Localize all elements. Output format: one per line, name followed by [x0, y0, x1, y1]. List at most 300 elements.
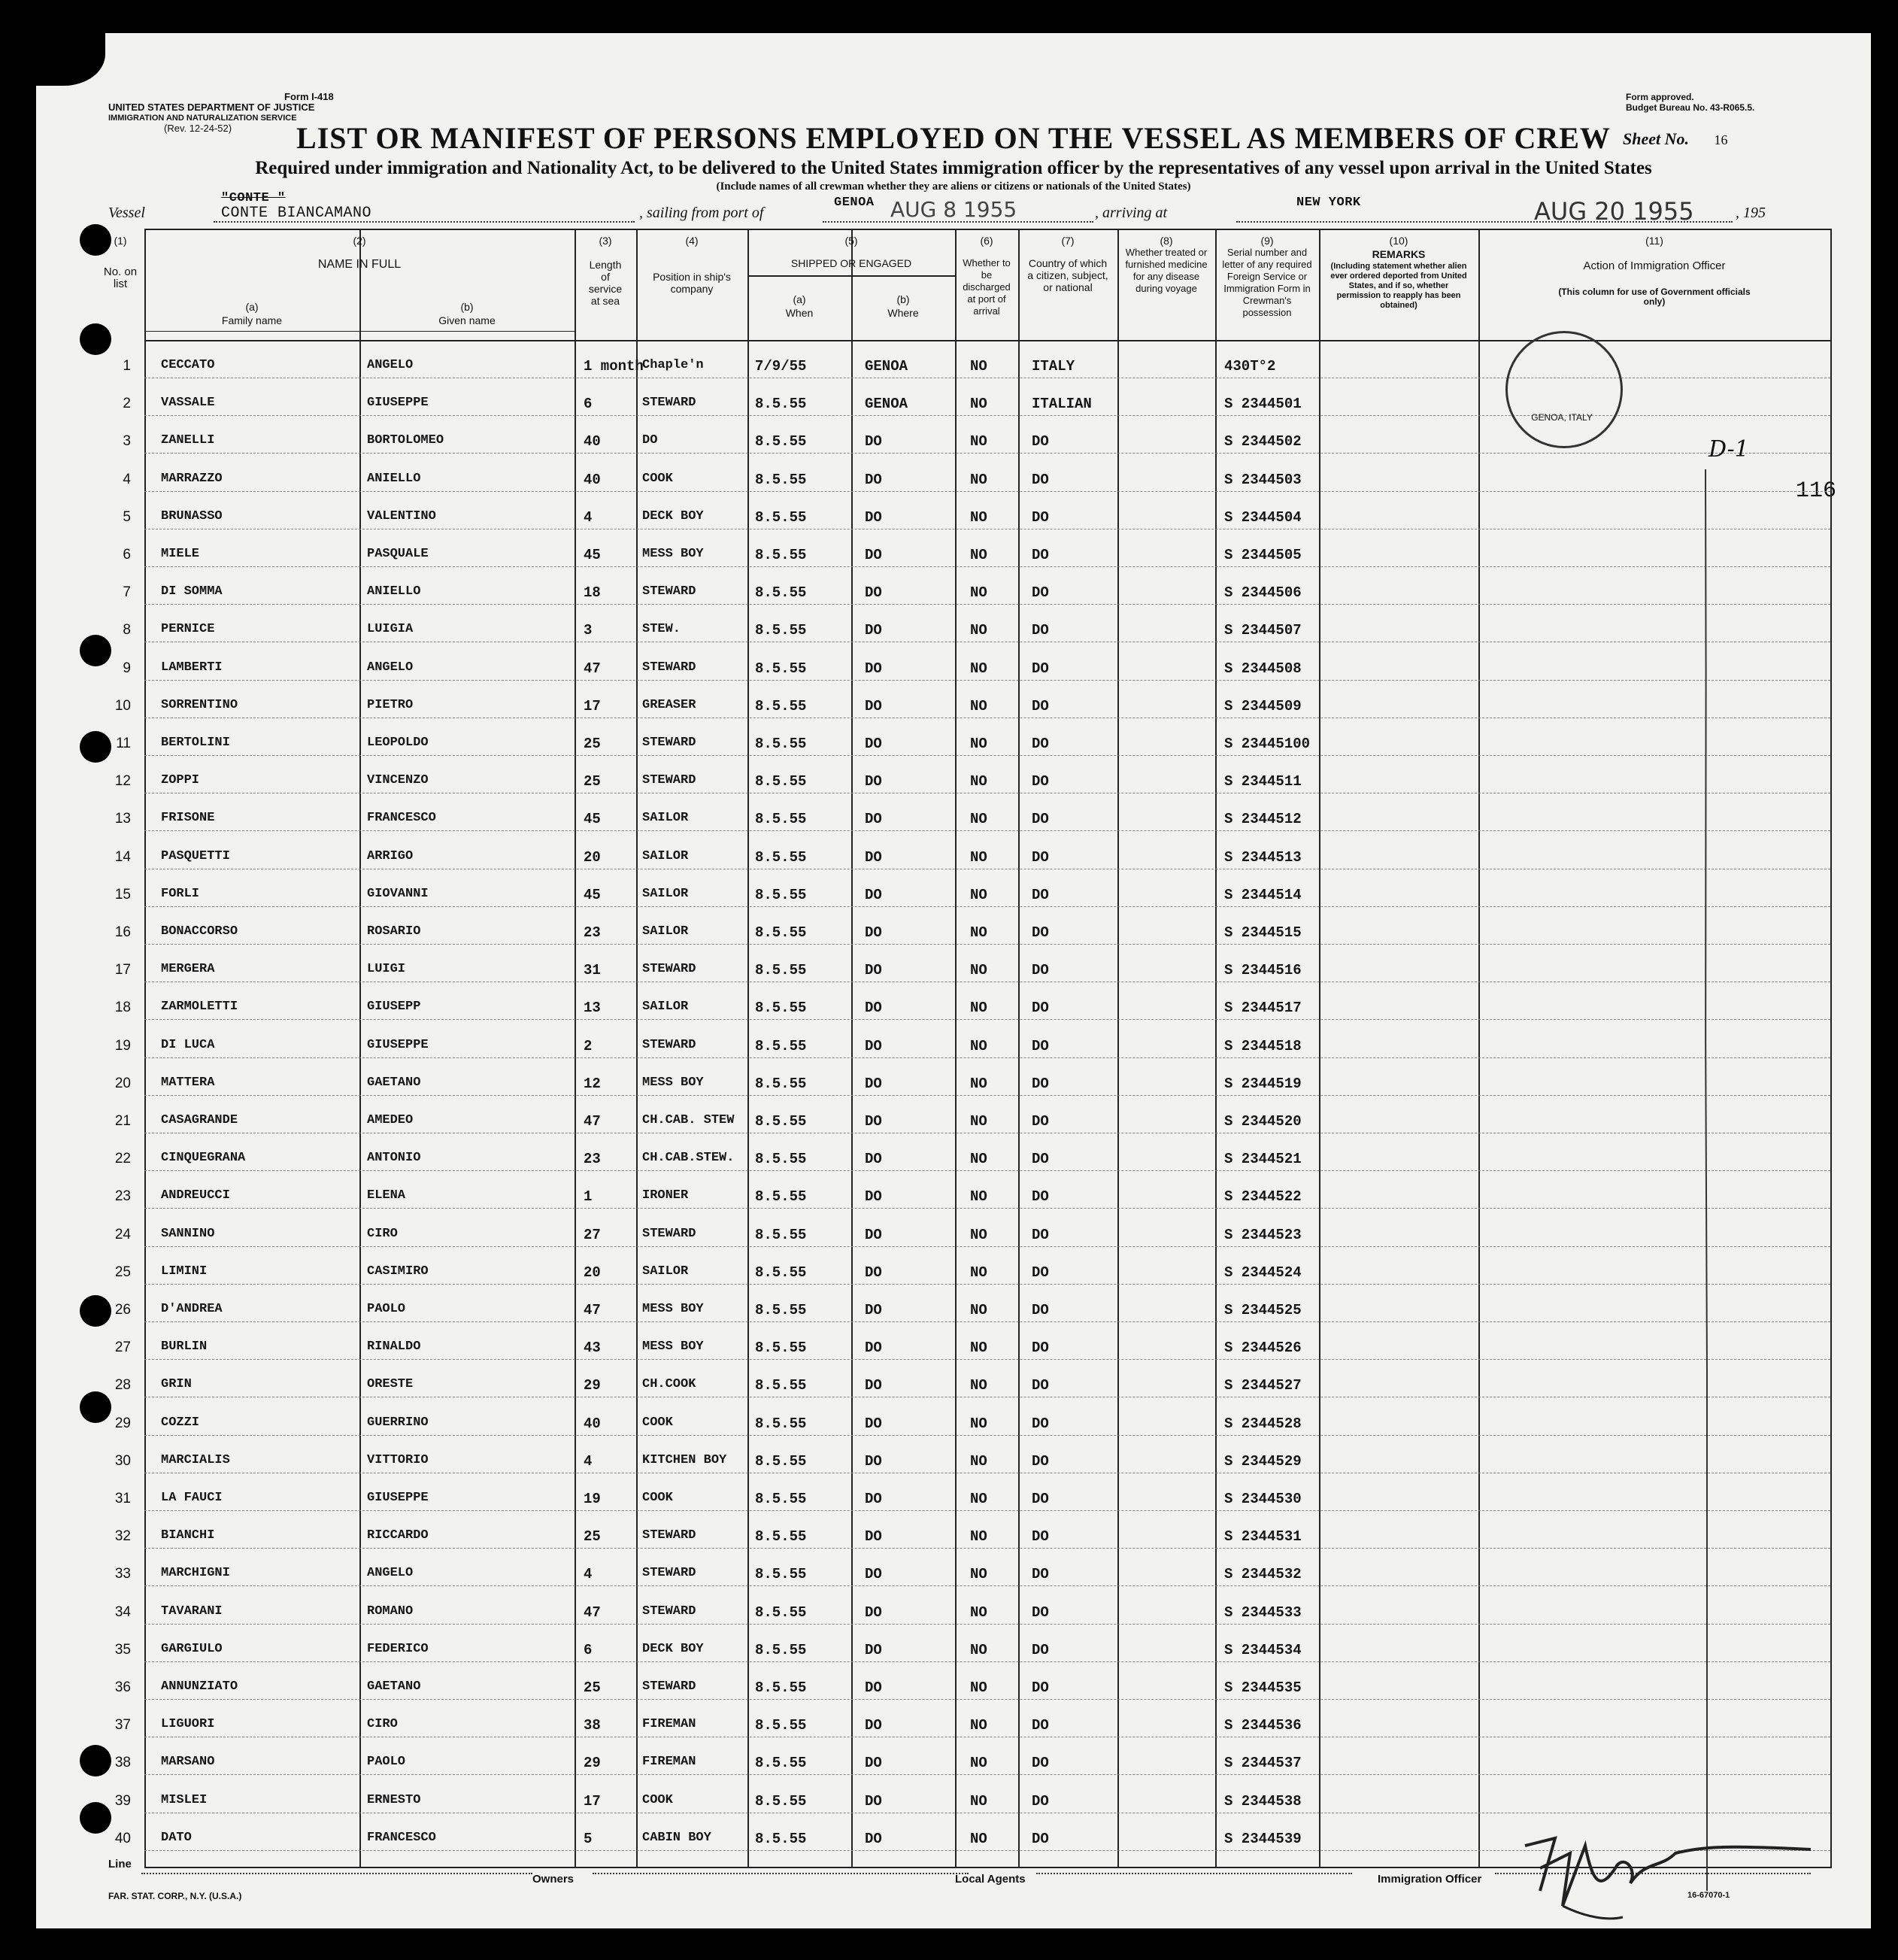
given-name: GIOVANNI — [367, 886, 429, 901]
given-name: GUERRINO — [367, 1415, 429, 1430]
position: CH.CAB. STEW — [642, 1113, 735, 1127]
port-stamp — [1505, 331, 1623, 448]
table-row — [114, 1603, 1830, 1642]
discharged: NO — [970, 1679, 987, 1696]
shipped-where: DO — [865, 1415, 882, 1432]
serial-number: S 2344535 — [1224, 1679, 1302, 1696]
discharged: NO — [970, 358, 987, 375]
position: GREASER — [642, 697, 696, 712]
row-number: 26 — [114, 1302, 131, 1318]
country: DO — [1032, 1377, 1049, 1394]
col2a-number: (a) — [245, 301, 259, 313]
position: Chaple'n — [642, 358, 704, 372]
table-row — [114, 1188, 1830, 1226]
col7-header: Country of which a citizen, subject, or national — [1027, 257, 1108, 293]
country: DO — [1032, 736, 1049, 752]
family-name: BRUNASSO — [161, 508, 223, 523]
row-number: 28 — [114, 1377, 131, 1394]
discharged: NO — [970, 924, 987, 941]
serial-number: S 2344520 — [1224, 1113, 1302, 1130]
row-number: 31 — [114, 1491, 131, 1506]
position: COOK — [642, 471, 673, 486]
shipped-where: DO — [865, 1755, 882, 1772]
discharged: NO — [970, 622, 987, 639]
row-number: 8 — [123, 622, 131, 639]
given-name: VALENTINO — [367, 508, 436, 523]
footer-code: 16-67070-1 — [1687, 1891, 1730, 1900]
discharged: NO — [970, 1566, 987, 1583]
sailing-port: GENOA — [834, 196, 875, 210]
discharged: NO — [970, 886, 987, 903]
row-number: 16 — [114, 924, 131, 940]
service-length: 47 — [584, 1113, 601, 1130]
table-row — [114, 1415, 1830, 1453]
sailing-date-stamp: AUG 8 1955 — [890, 197, 1017, 222]
discharged: NO — [970, 1528, 987, 1546]
family-name: LA FAUCI — [161, 1491, 223, 1505]
shipped-where: DO — [865, 1528, 882, 1546]
shipped-where: DO — [865, 773, 882, 790]
given-name: GIUSEPPE — [367, 1037, 429, 1052]
service-length: 38 — [584, 1717, 601, 1734]
position: IRONER — [642, 1188, 689, 1203]
shipped-where: DO — [865, 924, 882, 941]
serial-number: S 2344539 — [1224, 1830, 1302, 1847]
table-row — [114, 924, 1830, 962]
position: MESS BOY — [642, 1075, 704, 1090]
row-number: 13 — [114, 811, 131, 827]
country: DO — [1032, 848, 1049, 866]
family-name: GRIN — [161, 1377, 192, 1392]
country: DO — [1032, 1641, 1049, 1658]
row-number: 9 — [123, 660, 131, 676]
family-name: LAMBERTI — [161, 660, 223, 675]
shipped-where: DO — [865, 547, 882, 563]
position: STEWARD — [642, 584, 696, 599]
shipped-where: DO — [865, 1830, 882, 1847]
torn-corner — [36, 33, 105, 86]
service-length: 2 — [584, 1037, 593, 1054]
discharged: NO — [970, 433, 987, 451]
service-length: 1 month — [584, 358, 644, 375]
shipped-when: 8.5.55 — [755, 508, 807, 526]
shipped-where: DO — [865, 1792, 882, 1810]
table-row — [114, 773, 1830, 811]
service-length: 19 — [584, 1491, 601, 1507]
include-note: (Include names of all crewman whether they are aliens or citizens or nationals of the United States) — [716, 181, 1191, 193]
given-name: GIUSEPP — [367, 1000, 421, 1015]
service-length: 45 — [584, 811, 601, 828]
shipped-where: DO — [865, 1340, 882, 1357]
col3-number: (3) — [599, 235, 612, 247]
shipped-where: DO — [865, 622, 882, 639]
serial-number: S 2344505 — [1224, 547, 1302, 563]
position: STEWARD — [642, 396, 696, 411]
discharged: NO — [970, 697, 987, 715]
given-name: ERNESTO — [367, 1792, 421, 1807]
given-name: ANTONIO — [367, 1151, 421, 1166]
discharged: NO — [970, 736, 987, 752]
table-row — [123, 508, 1830, 547]
shipped-when: 8.5.55 — [755, 622, 807, 639]
table-row — [114, 1452, 1830, 1491]
service-length: 20 — [584, 1264, 601, 1281]
col9-header: Serial number and letter of any required Foreign Service or Immigration Form in Crewman's possession — [1222, 247, 1312, 318]
given-name: CASIMIRO — [367, 1264, 429, 1279]
service-length: 47 — [584, 660, 601, 677]
position: STEWARD — [642, 1603, 696, 1619]
row-number: 7 — [123, 584, 131, 601]
table-row — [123, 622, 1830, 660]
table-row — [114, 1226, 1830, 1264]
position: COOK — [642, 1491, 673, 1505]
footer-line: Line — [108, 1858, 132, 1870]
position: MESS BOY — [642, 1302, 704, 1316]
position: SAILOR — [642, 811, 689, 826]
given-name: ANIELLO — [367, 584, 421, 599]
country: DO — [1032, 471, 1049, 488]
country: DO — [1032, 1679, 1049, 1696]
punch-hole — [80, 323, 111, 355]
serial-number: S 2344521 — [1224, 1151, 1302, 1168]
shipped-where: DO — [865, 584, 882, 602]
given-name: GIUSEPPE — [367, 1491, 429, 1505]
family-name: ANDREUCCI — [161, 1188, 230, 1203]
discharged: NO — [970, 584, 987, 602]
shipped-where: DO — [865, 1000, 882, 1017]
sheet-number — [1623, 129, 1728, 149]
table-row — [114, 1377, 1830, 1415]
service-length: 47 — [584, 1302, 601, 1318]
col2a-header: Family name — [221, 314, 283, 326]
shipped-when: 8.5.55 — [755, 1528, 807, 1546]
col8-header: Whether treated or furnished medicine for any disease during voyage — [1125, 247, 1208, 294]
col2b-header: Given name — [438, 314, 496, 326]
table-row — [114, 1000, 1830, 1037]
shipped-when: 8.5.55 — [755, 1679, 807, 1696]
page-title: LIST OR MANIFEST OF PERSONS EMPLOYED ON THE VESSEL AS MEMBERS OF CREW — [296, 121, 1611, 155]
table-row — [114, 1151, 1830, 1188]
discharged: NO — [970, 508, 987, 526]
country: DO — [1032, 584, 1049, 602]
shipped-where: DO — [865, 736, 882, 752]
family-name: CECCATO — [161, 358, 215, 372]
family-name: SANNINO — [161, 1226, 215, 1241]
family-name: MARCIALIS — [161, 1452, 230, 1467]
row-number: 33 — [114, 1566, 131, 1582]
country: DO — [1032, 1603, 1049, 1621]
family-name: PERNICE — [161, 622, 215, 637]
col11-note: (This column for use of Government officials only) — [1558, 287, 1751, 307]
row-number: 4 — [123, 471, 131, 487]
table-row — [114, 1113, 1830, 1151]
margin-number: 116 — [1796, 478, 1837, 504]
col5b-header: Where — [887, 307, 919, 319]
position: SAILOR — [642, 1000, 689, 1015]
serial-number: S 2344524 — [1224, 1264, 1302, 1281]
shipped-where: DO — [865, 1151, 882, 1168]
position: SAILOR — [642, 848, 689, 863]
shipped-where: DO — [865, 1603, 882, 1621]
discharged: NO — [970, 1377, 987, 1394]
table-row — [114, 848, 1830, 887]
shipped-where: DO — [865, 1377, 882, 1394]
table-row — [114, 962, 1830, 1000]
revision-date: (Rev. 12-24-52) — [164, 123, 232, 134]
shipped-when: 8.5.55 — [755, 1830, 807, 1847]
serial-number: S 2344534 — [1224, 1641, 1302, 1658]
service-length: 25 — [584, 1679, 601, 1696]
shipped-when: 8.5.55 — [755, 433, 807, 451]
family-name: MARSANO — [161, 1755, 215, 1770]
given-name: VINCENZO — [367, 773, 429, 788]
country: DO — [1032, 962, 1049, 979]
shipped-when: 8.5.55 — [755, 1075, 807, 1092]
service-length: 20 — [584, 848, 601, 866]
row-number: 39 — [114, 1792, 131, 1809]
shipped-where: DO — [865, 1037, 882, 1054]
shipped-when: 8.5.55 — [755, 1151, 807, 1168]
col2-number: (2) — [353, 235, 366, 247]
footer-officer: Immigration Officer — [1378, 1873, 1482, 1886]
col5b-number: (b) — [896, 293, 910, 305]
row-number: 17 — [114, 962, 131, 978]
family-name: MARCHIGNI — [161, 1566, 230, 1581]
service-length: 27 — [584, 1226, 601, 1243]
table-row — [114, 1340, 1830, 1377]
shipped-when: 8.5.55 — [755, 962, 807, 979]
row-number: 29 — [114, 1415, 131, 1431]
service-length: 25 — [584, 736, 601, 752]
serial-number: S 2344506 — [1224, 584, 1302, 602]
service-length: 25 — [584, 773, 601, 790]
country: DO — [1032, 1491, 1049, 1507]
family-name: GARGIULO — [161, 1641, 223, 1656]
vessel-name: CONTE BIANCAMANO — [221, 205, 372, 222]
family-name: DI SOMMA — [161, 584, 223, 599]
family-name: BIANCHI — [161, 1528, 215, 1543]
serial-number: S 2344515 — [1224, 924, 1302, 941]
discharged: NO — [970, 1037, 987, 1054]
serial-number: S 2344512 — [1224, 811, 1302, 828]
table-row — [114, 1755, 1830, 1792]
shipped-where: DO — [865, 1113, 882, 1130]
serial-number: S 2344511 — [1224, 773, 1302, 790]
position: CABIN BOY — [642, 1830, 711, 1845]
shipped-where: DO — [865, 962, 882, 979]
table-row — [114, 1528, 1830, 1566]
service-length: 40 — [584, 471, 601, 488]
shipped-when: 8.5.55 — [755, 1037, 807, 1054]
discharged: NO — [970, 1641, 987, 1658]
serial-number: S 2344509 — [1224, 697, 1302, 715]
country: DO — [1032, 622, 1049, 639]
row-number: 12 — [114, 773, 131, 790]
shipped-where: DO — [865, 1188, 882, 1206]
position: SAILOR — [642, 886, 689, 901]
country: DO — [1032, 1188, 1049, 1206]
discharged: NO — [970, 811, 987, 828]
row-number: 1 — [123, 358, 131, 374]
col10-number: (10) — [1389, 235, 1408, 247]
given-name: ANGELO — [367, 358, 414, 372]
row-number: 11 — [116, 736, 131, 751]
discharged: NO — [970, 1151, 987, 1168]
shipped-where: DO — [865, 471, 882, 488]
country: DO — [1032, 1792, 1049, 1810]
service-length: 4 — [584, 1566, 593, 1583]
shipped-when: 8.5.55 — [755, 1340, 807, 1357]
serial-number: S 23445100 — [1224, 736, 1311, 752]
serial-number: S 2344507 — [1224, 622, 1302, 639]
family-name: ZOPPI — [161, 773, 200, 788]
vessel-line — [108, 191, 1830, 226]
service-name: IMMIGRATION AND NATURALIZATION SERVICE — [108, 114, 297, 123]
sheet-value: 16 — [1714, 132, 1728, 147]
serial-number: 430T°2 — [1224, 358, 1276, 375]
service-length: 17 — [584, 1792, 601, 1810]
service-length: 6 — [584, 396, 593, 413]
position: FIREMAN — [642, 1755, 696, 1770]
shipped-where: DO — [865, 811, 882, 828]
position: STEWARD — [642, 1566, 696, 1581]
row-number: 18 — [114, 1000, 131, 1016]
position: DO — [642, 433, 658, 448]
shipped-where: DO — [865, 1491, 882, 1507]
country: DO — [1032, 1830, 1049, 1847]
shipped-when: 7/9/55 — [755, 358, 807, 375]
row-number: 20 — [114, 1075, 131, 1091]
country: DO — [1032, 1452, 1049, 1470]
service-length: 40 — [584, 433, 601, 451]
year-suffix: , 195 — [1736, 205, 1766, 221]
col5-header: SHIPPED OR ENGAGED — [790, 257, 912, 269]
arriving-label: , arriving at — [1095, 205, 1168, 221]
footer-agents: Local Agents — [955, 1873, 1026, 1886]
country: DO — [1032, 886, 1049, 903]
service-length: 23 — [584, 924, 601, 941]
discharged: NO — [970, 1603, 987, 1621]
table-row — [123, 547, 1830, 584]
service-length: 23 — [584, 1151, 601, 1168]
position: STEWARD — [642, 1528, 696, 1543]
shipped-when: 8.5.55 — [755, 697, 807, 715]
service-length: 3 — [584, 622, 593, 639]
country: DO — [1032, 1264, 1049, 1281]
row-number: 15 — [114, 886, 131, 903]
serial-number: S 2344522 — [1224, 1188, 1302, 1206]
table-row — [116, 736, 1830, 773]
table-row — [114, 1641, 1830, 1679]
service-length: 5 — [584, 1830, 593, 1847]
table-row — [114, 1037, 1830, 1076]
row-number: 27 — [114, 1340, 131, 1356]
serial-number: S 2344536 — [1224, 1717, 1302, 1734]
col11-number: (11) — [1645, 235, 1663, 247]
shipped-when: 8.5.55 — [755, 736, 807, 752]
department-name: UNITED STATES DEPARTMENT OF JUSTICE — [108, 102, 315, 113]
given-name: PAOLO — [367, 1302, 406, 1316]
table-row — [114, 1264, 1830, 1302]
discharged: NO — [970, 396, 987, 413]
given-name: ANGELO — [367, 1566, 414, 1581]
shipped-where: DO — [865, 1641, 882, 1658]
serial-number: S 2344533 — [1224, 1603, 1302, 1621]
serial-number: S 2344523 — [1224, 1226, 1302, 1243]
serial-number: S 2344516 — [1224, 962, 1302, 979]
family-name: FRISONE — [161, 811, 215, 826]
form-approved: Form approved. — [1626, 92, 1694, 102]
serial-number: S 2344502 — [1224, 433, 1302, 451]
country: DO — [1032, 1037, 1049, 1054]
family-name: ANNUNZIATO — [161, 1679, 238, 1694]
shipped-when: 8.5.55 — [755, 396, 807, 413]
discharged: NO — [970, 1491, 987, 1507]
family-name: COZZI — [161, 1415, 200, 1430]
given-name: FRANCESCO — [367, 811, 436, 826]
country: DO — [1032, 697, 1049, 715]
given-name: PAOLO — [367, 1755, 406, 1770]
shipped-where: DO — [865, 886, 882, 903]
position: KITCHEN BOY — [642, 1452, 727, 1467]
shipped-where: DO — [865, 1452, 882, 1470]
position: STEWARD — [642, 736, 696, 750]
family-name: TAVARANI — [161, 1603, 223, 1619]
family-name: DATO — [161, 1830, 192, 1845]
shipped-when: 8.5.55 — [755, 584, 807, 602]
given-name: GAETANO — [367, 1075, 421, 1090]
shipped-when: 8.5.55 — [755, 547, 807, 563]
position: STEWARD — [642, 660, 696, 675]
shipped-when: 8.5.55 — [755, 1226, 807, 1243]
shipped-where: DO — [865, 1566, 882, 1583]
table-row — [114, 886, 1830, 924]
serial-number: S 2344531 — [1224, 1528, 1302, 1546]
shipped-when: 8.5.55 — [755, 1755, 807, 1772]
vessel-label: Vessel — [108, 205, 145, 221]
discharged: NO — [970, 1264, 987, 1281]
serial-number: S 2344508 — [1224, 660, 1302, 677]
country: DO — [1032, 1566, 1049, 1583]
service-length: 45 — [584, 547, 601, 563]
given-name: LUIGI — [367, 962, 406, 977]
given-name: LEOPOLDO — [367, 736, 429, 750]
given-name: FRANCESCO — [367, 1830, 436, 1845]
serial-number: S 2344530 — [1224, 1491, 1302, 1507]
given-name: LUIGIA — [367, 622, 414, 637]
family-name: BERTOLINI — [161, 736, 230, 750]
given-name: ARRIGO — [367, 848, 414, 863]
col1-number: (1) — [114, 235, 127, 247]
shipped-when: 8.5.55 — [755, 1302, 807, 1318]
service-length: 12 — [584, 1075, 601, 1092]
serial-number: S 2344517 — [1224, 1000, 1302, 1017]
service-length: 18 — [584, 584, 601, 602]
family-name: D'ANDREA — [161, 1302, 223, 1316]
row-number: 2 — [123, 396, 131, 412]
table-row — [123, 584, 1830, 622]
position: STEW. — [642, 622, 681, 637]
col3-header: Length of service at sea — [588, 259, 623, 307]
row-number: 22 — [114, 1151, 131, 1167]
country: DO — [1032, 1755, 1049, 1772]
shipped-when: 8.5.55 — [755, 1603, 807, 1621]
country: DO — [1032, 1302, 1049, 1318]
family-name: SORRENTINO — [161, 697, 238, 712]
country: DO — [1032, 1717, 1049, 1734]
family-name: ZARMOLETTI — [161, 1000, 238, 1015]
service-length: 6 — [584, 1641, 593, 1658]
